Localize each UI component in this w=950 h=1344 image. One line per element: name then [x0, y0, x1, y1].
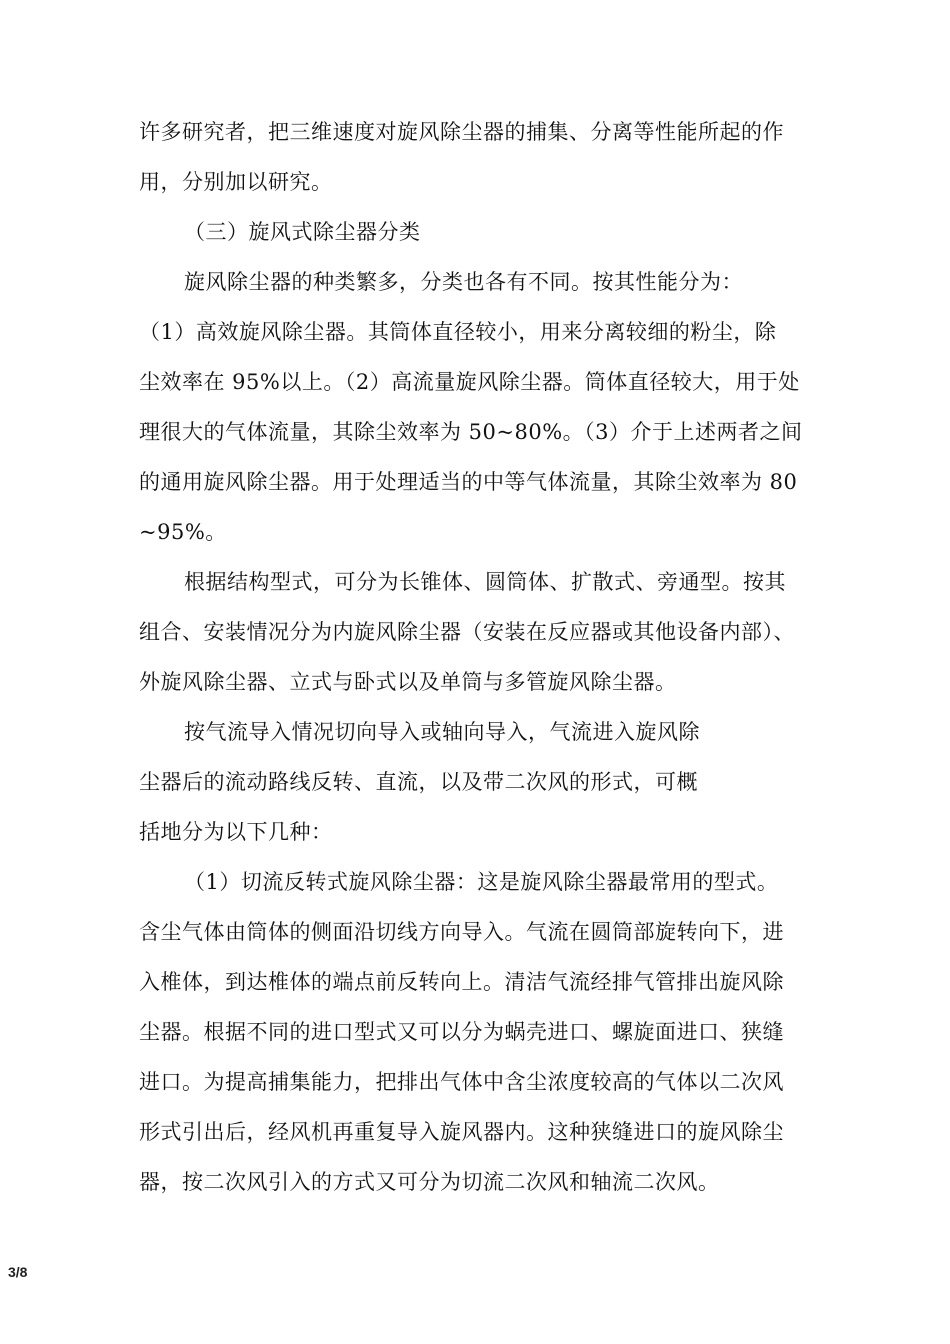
text-line: 尘器后的流动路线反转、直流，以及带二次风的形式，可概 — [139, 770, 698, 794]
text-line: 许多研究者，把三维速度对旋风除尘器的捕集、分离等性能所起的作 — [139, 120, 784, 144]
text-line: 根据结构型式，可分为长锥体、圆筒体、扩散式、旁通型。按其 — [184, 570, 786, 594]
text-line: 入椎体，到达椎体的端点前反转向上。清洁气流经排气管排出旋风除 — [139, 970, 784, 994]
text-line: 用，分别加以研究。 — [139, 170, 333, 194]
text-line: 进口。为提高捕集能力，把排出气体中含尘浓度较高的气体以二次风 — [139, 1070, 784, 1094]
text-line: 的通用旋风除尘器。用于处理适当的中等气体流量，其除尘效率为 80 — [139, 470, 798, 494]
text-line: 形式引出后，经风机再重复导入旋风器内。这种狭缝进口的旋风除尘 — [139, 1120, 784, 1144]
section-heading: （三）旋风式除尘器分类 — [184, 220, 421, 244]
text-line: 组合、安装情况分为内旋风除尘器（安装在反应器或其他设备内部）、 — [139, 620, 795, 644]
text-line: 尘效率在 95%以上。（2）高流量旋风除尘器。筒体直径较大，用于处 — [139, 370, 800, 394]
text-line: 理很大的气体流量，其除尘效率为 50~80%。（3）介于上述两者之间 — [139, 420, 803, 444]
text-line: 尘器。根据不同的进口型式又可以分为蜗壳进口、螺旋面进口、狭缝 — [139, 1020, 784, 1044]
text-line: 器，按二次风引入的方式又可分为切流二次风和轴流二次风。 — [139, 1170, 720, 1194]
text-line: 外旋风除尘器、立式与卧式以及单筒与多管旋风除尘器。 — [139, 670, 677, 694]
text-line: （1）高效旋风除尘器。其筒体直径较小，用来分离较细的粉尘，除 — [139, 320, 777, 344]
text-line: （1）切流反转式旋风除尘器：这是旋风除尘器最常用的型式。 — [184, 870, 779, 894]
page-number: 3/8 — [8, 1264, 28, 1280]
text-line: 括地分为以下几种： — [139, 820, 333, 844]
text-line: 含尘气体由筒体的侧面沿切线方向导入。气流在圆筒部旋转向下，进 — [139, 920, 784, 944]
text-line: 按气流导入情况切向导入或轴向导入，气流进入旋风除 — [184, 720, 700, 744]
text-line: 旋风除尘器的种类繁多，分类也各有不同。按其性能分为： — [184, 270, 743, 294]
text-line: ~95%。 — [139, 520, 227, 544]
